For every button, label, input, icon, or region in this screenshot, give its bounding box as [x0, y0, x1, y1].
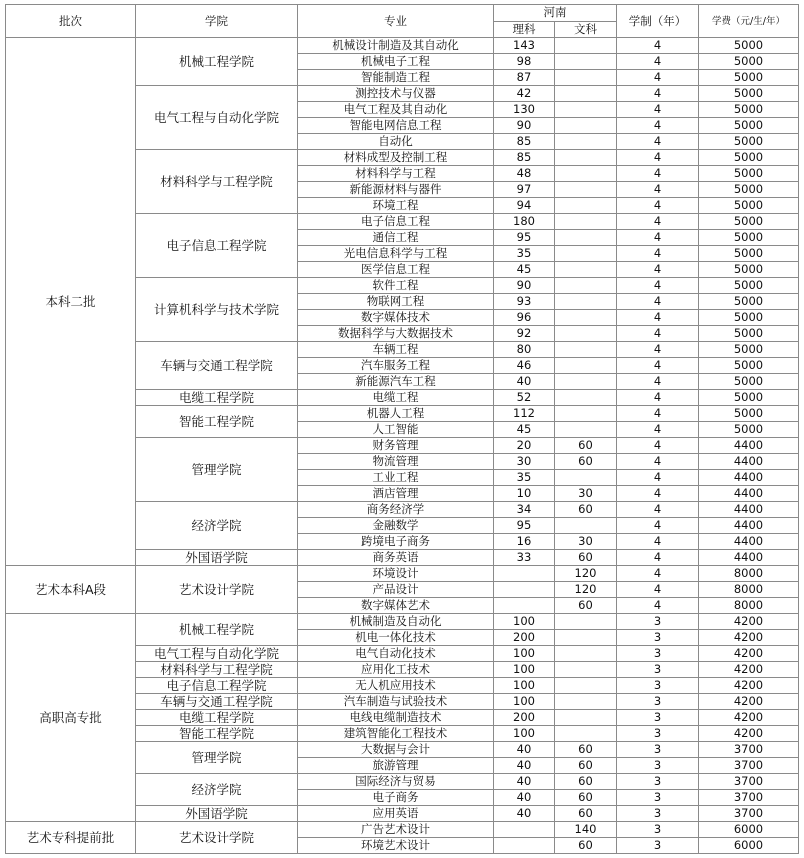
batch-cell: 艺术本科A段 [6, 566, 136, 614]
fee-cell: 4200 [699, 630, 799, 646]
science-count-cell: 42 [494, 86, 555, 102]
science-count-cell: 34 [494, 502, 555, 518]
science-count-cell: 48 [494, 166, 555, 182]
arts-count-cell [555, 262, 617, 278]
fee-cell: 4200 [699, 678, 799, 694]
batch-header: 批次 [6, 5, 136, 38]
science-count-cell: 87 [494, 70, 555, 86]
science-count-cell: 85 [494, 150, 555, 166]
arts-count-cell [555, 86, 617, 102]
fee-cell: 5000 [699, 390, 799, 406]
fee-header: 学费（元/生/年） [699, 5, 799, 38]
science-count-cell: 200 [494, 710, 555, 726]
batch-cell: 本科二批 [6, 38, 136, 566]
major-cell: 环境艺术设计 [298, 838, 494, 854]
major-cell: 数字媒体技术 [298, 310, 494, 326]
arts-count-cell [555, 422, 617, 438]
years-cell: 4 [617, 486, 699, 502]
fee-cell: 3700 [699, 742, 799, 758]
fee-cell: 4400 [699, 438, 799, 454]
table-row [6, 614, 799, 630]
fee-cell: 4400 [699, 502, 799, 518]
years-cell: 4 [617, 70, 699, 86]
science-count-cell: 96 [494, 310, 555, 326]
major-cell: 医学信息工程 [298, 262, 494, 278]
years-cell: 4 [617, 310, 699, 326]
arts-count-cell: 140 [555, 822, 617, 838]
college-cell: 外国语学院 [136, 550, 298, 566]
years-cell: 3 [617, 662, 699, 678]
years-cell: 4 [617, 54, 699, 70]
fee-cell: 5000 [699, 198, 799, 214]
science-count-cell: 92 [494, 326, 555, 342]
science-count-cell: 143 [494, 38, 555, 54]
years-cell: 4 [617, 198, 699, 214]
fee-cell: 5000 [699, 118, 799, 134]
science-count-cell: 95 [494, 518, 555, 534]
major-cell: 国际经济与贸易 [298, 774, 494, 790]
major-cell: 材料科学与工程 [298, 166, 494, 182]
science-count-cell: 45 [494, 262, 555, 278]
years-cell: 4 [617, 534, 699, 550]
major-cell: 新能源材料与器件 [298, 182, 494, 198]
years-cell: 3 [617, 758, 699, 774]
science-header: 理科 [494, 21, 555, 38]
major-cell: 物流管理 [298, 454, 494, 470]
major-cell: 新能源汽车工程 [298, 374, 494, 390]
arts-count-cell: 60 [555, 598, 617, 614]
fee-cell: 5000 [699, 246, 799, 262]
arts-count-cell [555, 310, 617, 326]
province-header: 河南 [494, 5, 617, 22]
years-cell: 4 [617, 390, 699, 406]
major-cell: 电线电缆制造技术 [298, 710, 494, 726]
major-cell: 跨境电子商务 [298, 534, 494, 550]
fee-cell: 5000 [699, 262, 799, 278]
fee-cell: 4400 [699, 518, 799, 534]
fee-cell: 4400 [699, 454, 799, 470]
fee-cell: 5000 [699, 310, 799, 326]
arts-count-cell [555, 342, 617, 358]
major-cell: 工业工程 [298, 470, 494, 486]
science-count-cell: 100 [494, 726, 555, 742]
college-cell: 智能工程学院 [136, 726, 298, 742]
major-cell: 电子信息工程 [298, 214, 494, 230]
fee-cell: 5000 [699, 182, 799, 198]
years-cell: 3 [617, 614, 699, 630]
college-cell: 电气工程与自动化学院 [136, 646, 298, 662]
fee-cell: 5000 [699, 38, 799, 54]
years-cell: 3 [617, 838, 699, 854]
fee-cell: 4400 [699, 534, 799, 550]
science-count-cell: 46 [494, 358, 555, 374]
arts-count-cell [555, 406, 617, 422]
major-cell: 汽车制造与试验技术 [298, 694, 494, 710]
major-cell: 测控技术与仪器 [298, 86, 494, 102]
major-cell: 财务管理 [298, 438, 494, 454]
arts-count-cell: 60 [555, 838, 617, 854]
fee-cell: 3700 [699, 806, 799, 822]
major-cell: 智能电网信息工程 [298, 118, 494, 134]
fee-cell: 5000 [699, 150, 799, 166]
years-cell: 4 [617, 518, 699, 534]
major-header: 专业 [298, 5, 494, 38]
arts-count-cell [555, 390, 617, 406]
fee-cell: 4400 [699, 550, 799, 566]
arts-count-cell [555, 726, 617, 742]
arts-count-cell [555, 614, 617, 630]
years-cell: 3 [617, 630, 699, 646]
arts-count-cell: 60 [555, 806, 617, 822]
arts-count-cell [555, 678, 617, 694]
arts-count-cell [555, 54, 617, 70]
years-cell: 3 [617, 774, 699, 790]
college-cell: 管理学院 [136, 438, 298, 502]
fee-cell: 4200 [699, 710, 799, 726]
college-cell: 电子信息工程学院 [136, 214, 298, 278]
fee-cell: 6000 [699, 822, 799, 838]
fee-cell: 4400 [699, 470, 799, 486]
college-cell: 电子信息工程学院 [136, 678, 298, 694]
fee-cell: 8000 [699, 598, 799, 614]
fee-cell: 4200 [699, 694, 799, 710]
college-cell: 计算机科学与技术学院 [136, 278, 298, 342]
science-count-cell: 85 [494, 134, 555, 150]
years-cell: 4 [617, 422, 699, 438]
science-count-cell: 90 [494, 278, 555, 294]
batch-cell: 高职高专批 [6, 614, 136, 822]
fee-cell: 4200 [699, 646, 799, 662]
fee-cell: 5000 [699, 342, 799, 358]
arts-count-cell [555, 630, 617, 646]
arts-count-cell: 30 [555, 534, 617, 550]
years-cell: 3 [617, 806, 699, 822]
college-cell: 电缆工程学院 [136, 710, 298, 726]
years-cell: 4 [617, 38, 699, 54]
major-cell: 机械制造及自动化 [298, 614, 494, 630]
arts-count-cell: 60 [555, 550, 617, 566]
years-cell: 4 [617, 454, 699, 470]
arts-count-cell [555, 150, 617, 166]
years-cell: 4 [617, 374, 699, 390]
years-cell: 4 [617, 118, 699, 134]
years-cell: 4 [617, 550, 699, 566]
arts-header: 文科 [555, 21, 617, 38]
major-cell: 车辆工程 [298, 342, 494, 358]
arts-count-cell [555, 118, 617, 134]
enrollment-plan-table-container [5, 4, 799, 854]
major-cell: 电气自动化技术 [298, 646, 494, 662]
science-count-cell: 100 [494, 662, 555, 678]
science-count-cell: 40 [494, 758, 555, 774]
arts-count-cell: 60 [555, 758, 617, 774]
arts-count-cell [555, 694, 617, 710]
years-cell: 4 [617, 326, 699, 342]
major-cell: 人工智能 [298, 422, 494, 438]
science-count-cell [494, 566, 555, 582]
fee-cell: 5000 [699, 166, 799, 182]
arts-count-cell [555, 294, 617, 310]
science-count-cell [494, 838, 555, 854]
major-cell: 数字媒体艺术 [298, 598, 494, 614]
science-count-cell: 35 [494, 246, 555, 262]
science-count-cell: 130 [494, 102, 555, 118]
table-row [6, 38, 799, 54]
years-cell: 4 [617, 102, 699, 118]
fee-cell: 3700 [699, 774, 799, 790]
fee-cell: 4200 [699, 662, 799, 678]
major-cell: 环境设计 [298, 566, 494, 582]
years-cell: 4 [617, 166, 699, 182]
fee-cell: 3700 [699, 790, 799, 806]
years-cell: 3 [617, 790, 699, 806]
fee-cell: 4200 [699, 614, 799, 630]
science-count-cell: 98 [494, 54, 555, 70]
major-cell: 物联网工程 [298, 294, 494, 310]
arts-count-cell [555, 198, 617, 214]
fee-cell: 5000 [699, 214, 799, 230]
major-cell: 通信工程 [298, 230, 494, 246]
fee-cell: 5000 [699, 294, 799, 310]
arts-count-cell [555, 166, 617, 182]
major-cell: 电子商务 [298, 790, 494, 806]
science-count-cell: 200 [494, 630, 555, 646]
years-cell: 4 [617, 86, 699, 102]
science-count-cell: 45 [494, 422, 555, 438]
years-cell: 4 [617, 502, 699, 518]
arts-count-cell: 60 [555, 438, 617, 454]
science-count-cell: 35 [494, 470, 555, 486]
college-cell: 机械工程学院 [136, 38, 298, 86]
years-cell: 4 [617, 134, 699, 150]
science-count-cell: 100 [494, 694, 555, 710]
college-cell: 艺术设计学院 [136, 822, 298, 854]
fee-cell: 5000 [699, 54, 799, 70]
arts-count-cell [555, 374, 617, 390]
major-cell: 环境工程 [298, 198, 494, 214]
years-cell: 4 [617, 470, 699, 486]
years-cell: 4 [617, 294, 699, 310]
major-cell: 大数据与会计 [298, 742, 494, 758]
fee-cell: 5000 [699, 86, 799, 102]
major-cell: 应用化工技术 [298, 662, 494, 678]
science-count-cell: 52 [494, 390, 555, 406]
arts-count-cell: 60 [555, 774, 617, 790]
years-cell: 3 [617, 726, 699, 742]
arts-count-cell [555, 278, 617, 294]
arts-count-cell [555, 102, 617, 118]
major-cell: 广告艺术设计 [298, 822, 494, 838]
science-count-cell: 93 [494, 294, 555, 310]
major-cell: 无人机应用技术 [298, 678, 494, 694]
arts-count-cell [555, 230, 617, 246]
college-cell: 管理学院 [136, 742, 298, 774]
arts-count-cell: 120 [555, 566, 617, 582]
major-cell: 机器人工程 [298, 406, 494, 422]
arts-count-cell [555, 134, 617, 150]
science-count-cell: 40 [494, 742, 555, 758]
arts-count-cell [555, 326, 617, 342]
arts-count-cell: 60 [555, 454, 617, 470]
arts-count-cell [555, 246, 617, 262]
years-cell: 3 [617, 646, 699, 662]
major-cell: 电气工程及其自动化 [298, 102, 494, 118]
major-cell: 光电信息科学与工程 [298, 246, 494, 262]
fee-cell: 4200 [699, 726, 799, 742]
science-count-cell: 30 [494, 454, 555, 470]
major-cell: 智能制造工程 [298, 70, 494, 86]
major-cell: 金融数学 [298, 518, 494, 534]
fee-cell: 3700 [699, 758, 799, 774]
years-cell: 4 [617, 438, 699, 454]
fee-cell: 5000 [699, 406, 799, 422]
arts-count-cell [555, 358, 617, 374]
table-header [6, 5, 799, 38]
years-cell: 4 [617, 358, 699, 374]
fee-cell: 4400 [699, 486, 799, 502]
arts-count-cell [555, 470, 617, 486]
years-cell: 3 [617, 710, 699, 726]
college-cell: 电气工程与自动化学院 [136, 86, 298, 150]
table-row [6, 822, 799, 838]
years-cell: 4 [617, 278, 699, 294]
science-count-cell: 33 [494, 550, 555, 566]
science-count-cell [494, 598, 555, 614]
major-cell: 商务经济学 [298, 502, 494, 518]
fee-cell: 5000 [699, 278, 799, 294]
years-cell: 3 [617, 678, 699, 694]
fee-cell: 5000 [699, 134, 799, 150]
years-header: 学制（年） [617, 5, 699, 38]
science-count-cell: 40 [494, 374, 555, 390]
college-cell: 材料科学与工程学院 [136, 662, 298, 678]
years-cell: 4 [617, 598, 699, 614]
college-cell: 车辆与交通工程学院 [136, 342, 298, 390]
major-cell: 应用英语 [298, 806, 494, 822]
science-count-cell: 40 [494, 790, 555, 806]
science-count-cell [494, 822, 555, 838]
major-cell: 汽车服务工程 [298, 358, 494, 374]
arts-count-cell: 60 [555, 502, 617, 518]
years-cell: 4 [617, 246, 699, 262]
college-cell: 材料科学与工程学院 [136, 150, 298, 214]
years-cell: 4 [617, 182, 699, 198]
years-cell: 3 [617, 694, 699, 710]
science-count-cell: 90 [494, 118, 555, 134]
batch-cell: 艺术专科提前批 [6, 822, 136, 854]
years-cell: 4 [617, 566, 699, 582]
major-cell: 机电一体化技术 [298, 630, 494, 646]
science-count-cell [494, 582, 555, 598]
college-cell: 经济学院 [136, 502, 298, 550]
science-count-cell: 10 [494, 486, 555, 502]
major-cell: 机械电子工程 [298, 54, 494, 70]
college-cell: 经济学院 [136, 774, 298, 806]
years-cell: 4 [617, 230, 699, 246]
major-cell: 产品设计 [298, 582, 494, 598]
years-cell: 4 [617, 214, 699, 230]
science-count-cell: 80 [494, 342, 555, 358]
enrollment-plan-table [5, 4, 799, 854]
fee-cell: 5000 [699, 326, 799, 342]
college-cell: 艺术设计学院 [136, 566, 298, 614]
fee-cell: 5000 [699, 230, 799, 246]
science-count-cell: 20 [494, 438, 555, 454]
years-cell: 4 [617, 262, 699, 278]
arts-count-cell [555, 646, 617, 662]
science-count-cell: 97 [494, 182, 555, 198]
science-count-cell: 40 [494, 774, 555, 790]
major-cell: 软件工程 [298, 278, 494, 294]
major-cell: 自动化 [298, 134, 494, 150]
major-cell: 商务英语 [298, 550, 494, 566]
arts-count-cell [555, 214, 617, 230]
major-cell: 旅游管理 [298, 758, 494, 774]
fee-cell: 5000 [699, 374, 799, 390]
science-count-cell: 95 [494, 230, 555, 246]
table-row [6, 566, 799, 582]
arts-count-cell: 30 [555, 486, 617, 502]
fee-cell: 8000 [699, 582, 799, 598]
years-cell: 4 [617, 582, 699, 598]
fee-cell: 5000 [699, 358, 799, 374]
arts-count-cell [555, 38, 617, 54]
table-body [6, 38, 799, 854]
arts-count-cell [555, 518, 617, 534]
arts-count-cell: 60 [555, 790, 617, 806]
fee-cell: 5000 [699, 70, 799, 86]
science-count-cell: 180 [494, 214, 555, 230]
major-cell: 电缆工程 [298, 390, 494, 406]
science-count-cell: 100 [494, 678, 555, 694]
science-count-cell: 94 [494, 198, 555, 214]
science-count-cell: 100 [494, 646, 555, 662]
years-cell: 4 [617, 406, 699, 422]
years-cell: 3 [617, 742, 699, 758]
college-cell: 电缆工程学院 [136, 390, 298, 406]
college-header: 学院 [136, 5, 298, 38]
arts-count-cell: 120 [555, 582, 617, 598]
fee-cell: 6000 [699, 838, 799, 854]
arts-count-cell [555, 710, 617, 726]
fee-cell: 8000 [699, 566, 799, 582]
science-count-cell: 112 [494, 406, 555, 422]
college-cell: 车辆与交通工程学院 [136, 694, 298, 710]
major-cell: 建筑智能化工程技术 [298, 726, 494, 742]
arts-count-cell [555, 70, 617, 86]
fee-cell: 5000 [699, 102, 799, 118]
science-count-cell: 100 [494, 614, 555, 630]
college-cell: 外国语学院 [136, 806, 298, 822]
years-cell: 4 [617, 150, 699, 166]
major-cell: 数据科学与大数据技术 [298, 326, 494, 342]
college-cell: 机械工程学院 [136, 614, 298, 646]
arts-count-cell [555, 662, 617, 678]
science-count-cell: 16 [494, 534, 555, 550]
college-cell: 智能工程学院 [136, 406, 298, 438]
years-cell: 3 [617, 822, 699, 838]
major-cell: 材料成型及控制工程 [298, 150, 494, 166]
years-cell: 4 [617, 342, 699, 358]
major-cell: 机械设计制造及其自动化 [298, 38, 494, 54]
arts-count-cell: 60 [555, 742, 617, 758]
science-count-cell: 40 [494, 806, 555, 822]
fee-cell: 5000 [699, 422, 799, 438]
arts-count-cell [555, 182, 617, 198]
major-cell: 酒店管理 [298, 486, 494, 502]
